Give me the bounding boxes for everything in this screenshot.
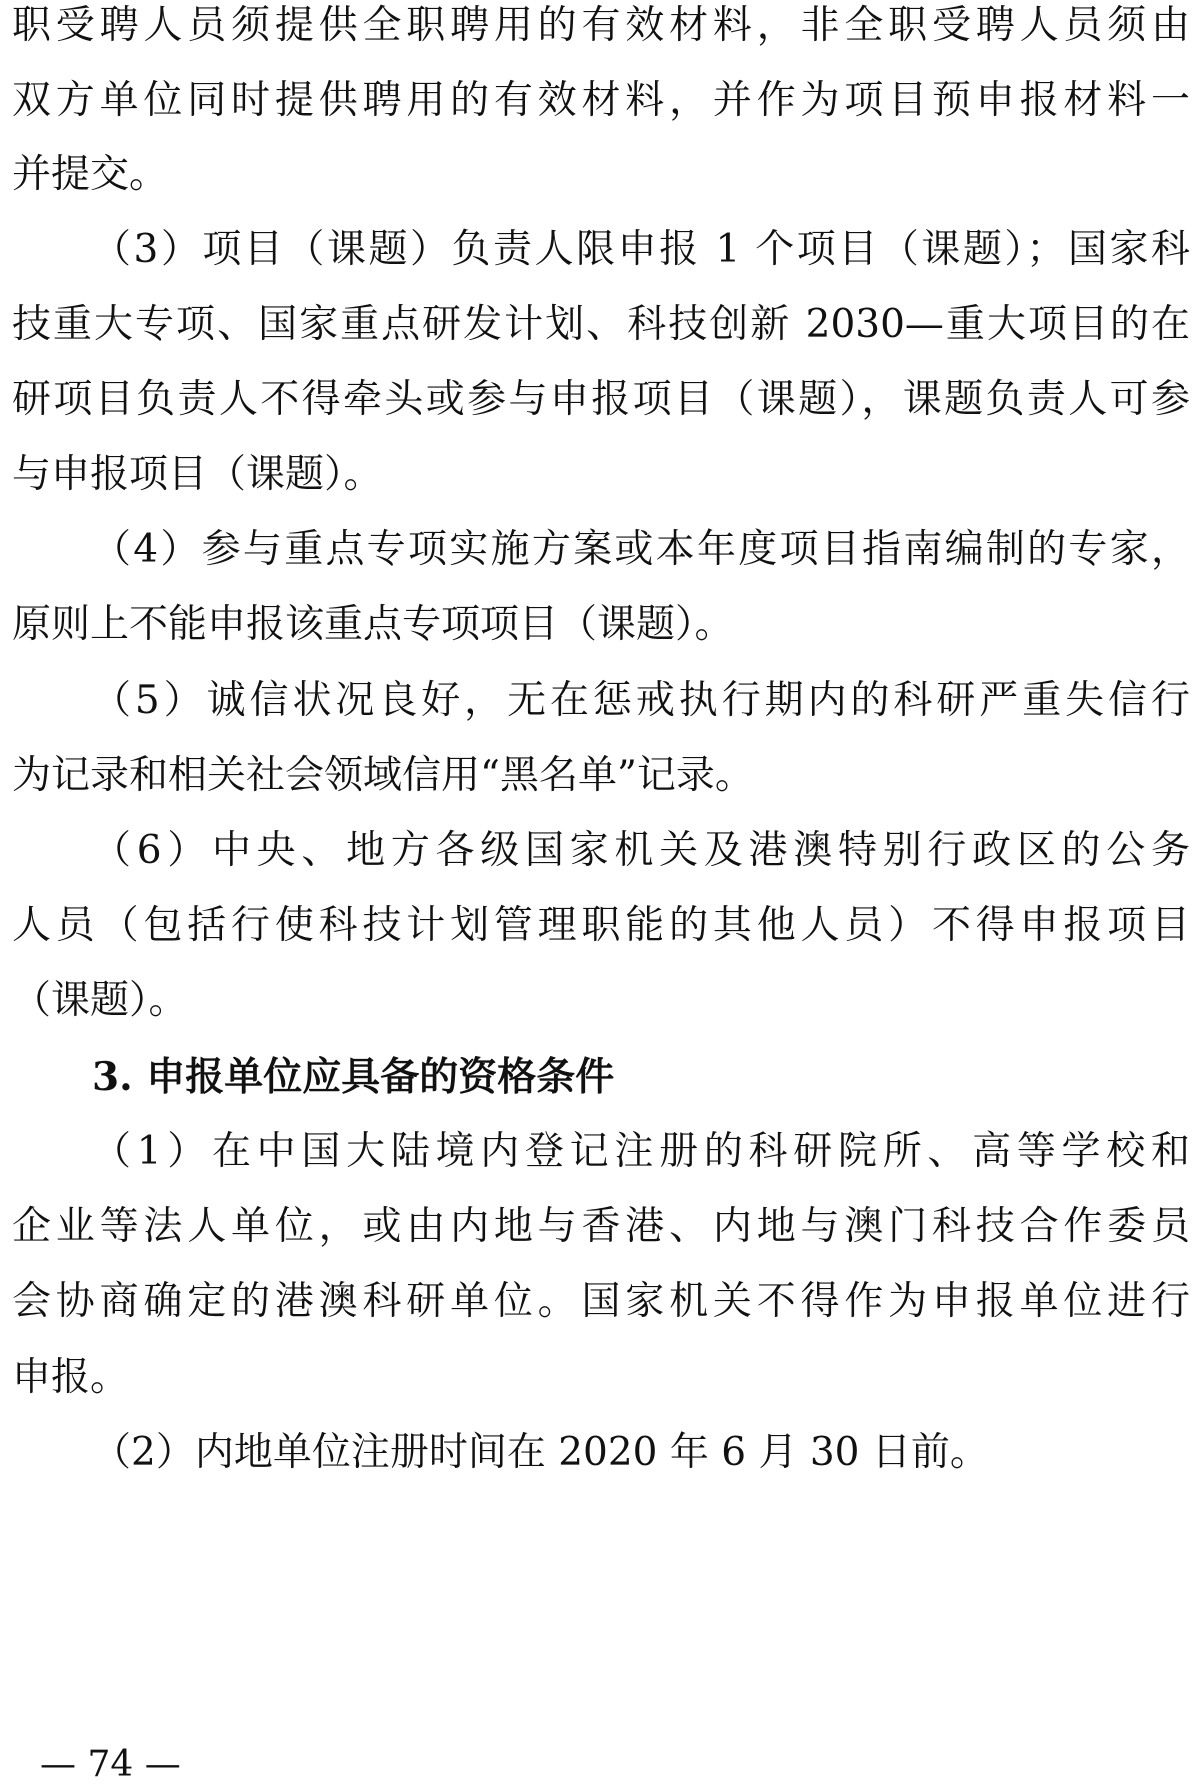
- paragraph-start-line: （4）参与重点专项实施方案或本年度项目指南编制的专家，: [92, 527, 1190, 572]
- text-line: 技重大专项、国家重点研发计划、科技创新 2030—重大项目的在: [12, 302, 1190, 347]
- text-line: 为记录和相关社会领域信用“黑名单”记录。: [12, 753, 754, 798]
- text-line: 并提交。: [12, 152, 169, 197]
- paragraph-start-line: （1）在中国大陆境内登记注册的科研院所、高等学校和: [92, 1129, 1190, 1174]
- text-line: 职受聘人员须提供全职聘用的有效材料，非全职受聘人员须由: [12, 3, 1190, 48]
- text-line: 与申报项目（课题）。: [12, 452, 383, 497]
- text-line: 申报。: [12, 1355, 130, 1400]
- text-line: 双方单位同时提供聘用的有效材料，并作为项目预申报材料一: [12, 78, 1190, 123]
- text-line: 企业等法人单位，或由内地与香港、内地与澳门科技合作委员: [12, 1204, 1190, 1249]
- paragraph-start-line: （2）内地单位注册时间在 2020 年 6 月 30 日前。: [92, 1430, 989, 1475]
- page-number: — 74 —: [40, 1744, 181, 1785]
- paragraph-start-line: （5）诚信状况良好，无在惩戒执行期内的科研严重失信行: [92, 678, 1190, 723]
- text-line: （课题）。: [12, 978, 188, 1023]
- paragraph-start-line: （6）中央、地方各级国家机关及港澳特别行政区的公务: [92, 828, 1190, 873]
- text-line: 原则上不能申报该重点专项项目（课题）。: [12, 602, 734, 647]
- section-heading: 3. 申报单位应具备的资格条件: [92, 1054, 615, 1100]
- text-line: 会协商确定的港澳科研单位。国家机关不得作为申报单位进行: [12, 1279, 1190, 1324]
- paragraph-start-line: （3）项目（课题）负责人限申报 1 个项目（课题）；国家科: [92, 227, 1190, 272]
- text-line: 人员（包括行使科技计划管理职能的其他人员）不得申报项目: [12, 903, 1190, 948]
- text-line: 研项目负责人不得牵头或参与申报项目（课题），课题负责人可参: [12, 377, 1190, 422]
